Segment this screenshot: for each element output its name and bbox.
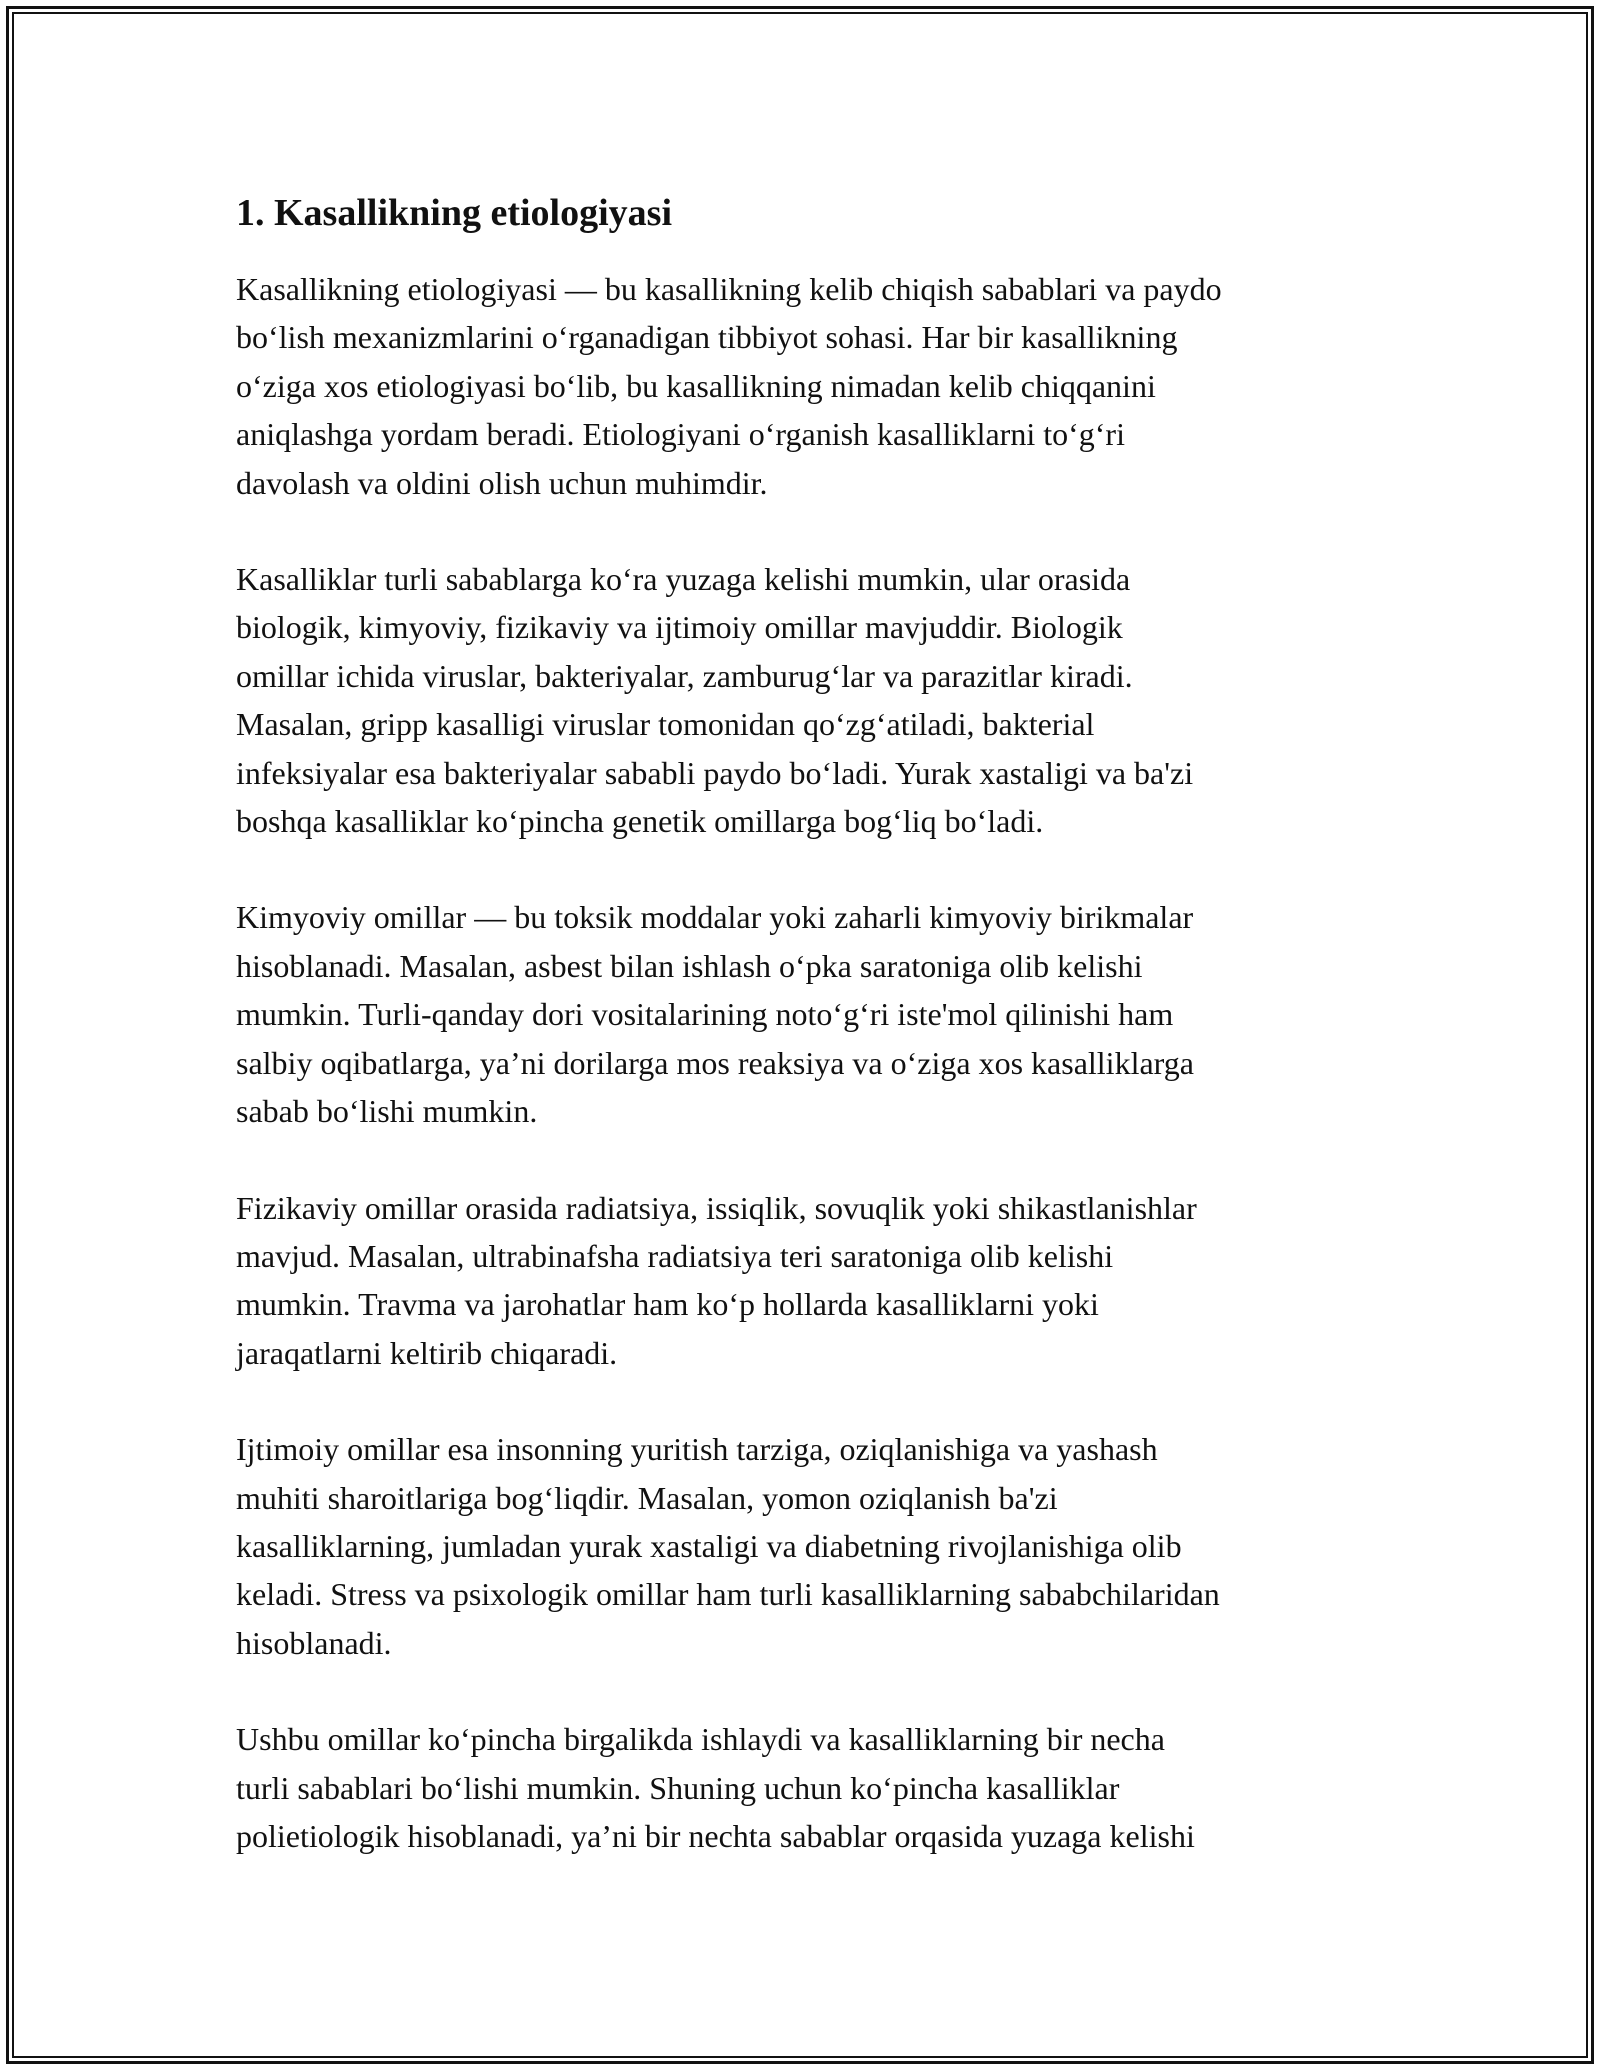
- paragraph: [236, 1715, 1376, 1860]
- paragraph-line: bo‘lish mexanizmlarini o‘rganadigan tibbiyot sohasi. Har bir kasallikning: [236, 319, 1178, 356]
- paragraph: [236, 1425, 1376, 1667]
- paragraph-line: polietiologik hisoblanadi, ya’ni bir nechta sabablar orqasida yuzaga kelishi: [236, 1817, 1195, 1854]
- paragraph-line: Ijtimoiy omillar esa insonning yuritish tarziga, oziqlanishiga va yashash: [236, 1431, 1158, 1468]
- paragraph-line: mavjud. Masalan, ultrabinafsha radiatsiya teri saratoniga olib kelishi: [236, 1237, 1114, 1274]
- paragraph-line: mumkin. Travma va jarohatlar ham ko‘p hollarda kasalliklarni yoki: [236, 1286, 1099, 1323]
- paragraph-line: infeksiyalar esa bakteriyalar sababli paydo bo‘ladi. Yurak xastaligi va ba'zi: [236, 754, 1194, 791]
- paragraph-line: keladi. Stress va psixologik omillar ham turli kasalliklarning sababchilaridan: [236, 1576, 1220, 1613]
- paragraph-line: o‘ziga xos etiologiyasi bo‘lib, bu kasallikning nimadan kelib chiqqanini: [236, 367, 1156, 404]
- paragraph-line: mumkin. Turli-qanday dori vositalarining noto‘g‘ri iste'mol qilinishi ham: [236, 996, 1174, 1033]
- paragraph-line: Masalan, gripp kasalligi viruslar tomonidan qo‘zg‘atiladi, bakterial: [236, 706, 1095, 743]
- paragraph-line: Kasalliklar turli sabablarga ko‘ra yuzaga kelishi mumkin, ular orasida: [236, 561, 1131, 598]
- paragraph-line: muhiti sharoitlariga bog‘liqdir. Masalan, yomon oziqlanish ba'zi: [236, 1479, 1058, 1516]
- paragraph-line: sabab bo‘lishi mumkin.: [236, 1093, 538, 1130]
- paragraph-line: salbiy oqibatlarga, ya’ni dorilarga mos reaksiya va o‘ziga xos kasalliklarga: [236, 1044, 1194, 1081]
- paragraph: [236, 265, 1376, 507]
- paragraph-line: biologik, kimyoviy, fizikaviy va ijtimoiy omillar mavjuddir. Biologik: [236, 609, 1123, 646]
- paragraph: [236, 893, 1376, 1135]
- paragraph-line: hisoblanadi. Masalan, asbest bilan ishlash o‘pka saratoniga olib kelishi: [236, 947, 1143, 984]
- paragraph-list: [236, 265, 1376, 1860]
- paragraph-line: Ushbu omillar ko‘pincha birgalikda ishlaydi va kasalliklarning bir necha: [236, 1721, 1165, 1758]
- paragraph-line: Kasallikning etiologiyasi — bu kasallikning kelib chiqish sabablari va paydo: [236, 271, 1222, 307]
- paragraph-line: Fizikaviy omillar orasida radiatsiya, issiqlik, sovuqlik yoki shikastlanishlar: [236, 1189, 1197, 1226]
- document-body: [236, 185, 1376, 1860]
- paragraph-line: jaraqatlarni keltirib chiqaradi.: [236, 1334, 618, 1371]
- paragraph-line: hisoblanadi.: [236, 1624, 392, 1661]
- paragraph-line: turli sabablari bo‘lishi mumkin. Shuning uchun ko‘pincha kasalliklar: [236, 1769, 1120, 1806]
- paragraph-line: boshqa kasalliklar ko‘pincha genetik omillarga bog‘liq bo‘ladi.: [236, 803, 1044, 840]
- paragraph: [236, 1184, 1376, 1378]
- paragraph-line: davolash va oldini olish uchun muhimdir.: [236, 464, 768, 501]
- section-heading: 1. Kasallikning etiologiyasi: [236, 192, 673, 234]
- paragraph-line: aniqlashga yordam beradi. Etiologiyani o‘rganish kasalliklarni to‘g‘ri: [236, 416, 1125, 453]
- paragraph-line: Kimyoviy omillar — bu toksik moddalar yoki zaharli kimyoviy birikmalar: [236, 899, 1194, 936]
- paragraph-line: omillar ichida viruslar, bakteriyalar, zamburug‘lar va parazitlar kiradi.: [236, 657, 1133, 694]
- paragraph: [236, 555, 1376, 845]
- paragraph-line: kasalliklarning, jumladan yurak xastaligi va diabetning rivojlanishiga olib: [236, 1527, 1182, 1564]
